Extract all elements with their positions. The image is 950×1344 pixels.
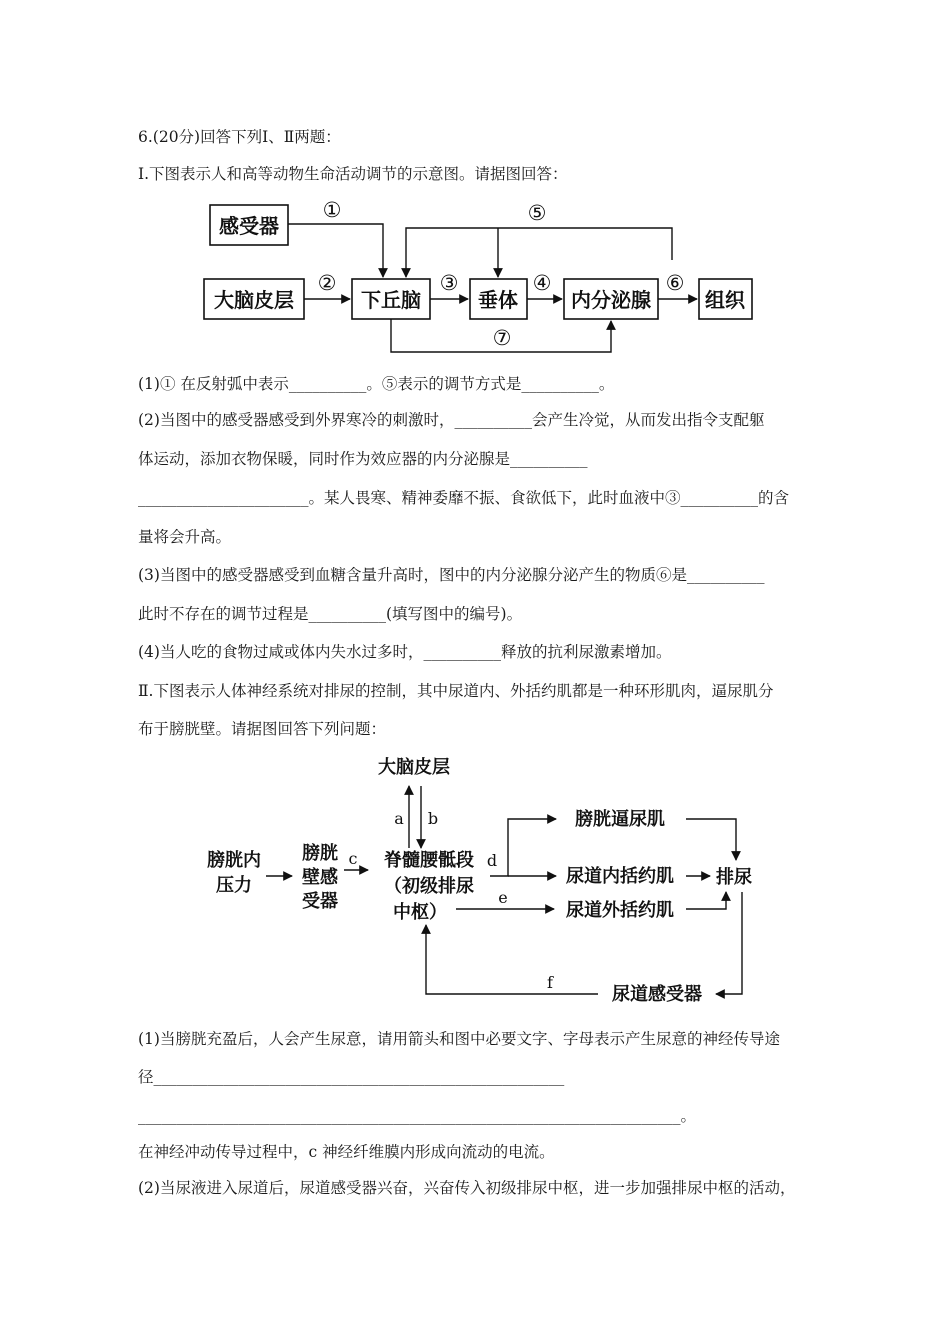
question-header: 6.(20分)回答下列Ⅰ、Ⅱ两题：	[138, 128, 341, 146]
label-2: ②	[317, 271, 337, 295]
label-f: f	[547, 973, 553, 992]
diagram2	[207, 756, 752, 1005]
question-2-line-b: 体运动，添加衣物保暖，同时作为效应器的内分泌腺是__________	[138, 450, 588, 468]
d2-center-1: 脊髓腰骶段	[384, 850, 474, 871]
d2-center-2: （初级排尿	[384, 876, 474, 897]
d2-inner: 尿道内括约肌	[566, 866, 674, 887]
d2-center-3: 中枢）	[393, 902, 447, 923]
d2-urethra-receptor: 尿道感受器	[612, 984, 702, 1005]
arrow-outer-urination	[686, 892, 726, 909]
d2-outer: 尿道外括约肌	[566, 900, 674, 921]
hypothalamus-label: 下丘脑	[361, 288, 421, 312]
label-e: e	[498, 888, 508, 907]
question-2-line-a: (2)当图中的感受器感受到外界寒冷的刺激时，__________会产生冷觉，从而发出指令支配躯	[138, 411, 765, 429]
d2-urination: 排尿	[716, 867, 752, 888]
question-1: (1)① 在反射弧中表示__________。⑤表示的调节方式是__________。	[138, 375, 615, 393]
part2-question-2: (2)当尿液进入尿道后，尿道感受器兴奋，兴奋传入初级排尿中枢，进一步加强排尿中枢的活动，	[138, 1179, 796, 1197]
receptor-label: 感受器	[219, 214, 279, 238]
part2-question-1-line-a: (1)当膀胱充盈后，人会产生尿意，请用箭头和图中必要文字、字母表示产生尿意的神经传导途	[138, 1030, 780, 1048]
label-c: c	[348, 849, 358, 868]
label-4: ④	[532, 271, 552, 295]
d2-pressure-1: 膀胱内	[207, 850, 261, 871]
label-3: ③	[439, 271, 459, 295]
part2-question-1-line-d: 在神经冲动传导过程中，c 神经纤维膜内形成向流动的电流。	[138, 1143, 555, 1161]
arrow-detrusor-urination	[686, 819, 736, 860]
cortex-label: 大脑皮层	[214, 288, 294, 312]
label-5: ⑤	[527, 201, 547, 225]
question-2-line-d: 量将会升高。	[138, 528, 232, 546]
question-3-line-a: (3)当图中的感受器感受到血糖含量升高时，图中的内分泌腺分泌产生的物质⑥是__________	[138, 566, 765, 584]
label-d: d	[486, 851, 498, 870]
d2-cortex: 大脑皮层	[378, 757, 450, 778]
label-a: a	[394, 809, 404, 828]
d2-detrusor: 膀胱逼尿肌	[575, 809, 665, 830]
label-7: ⑦	[492, 326, 512, 350]
question-4: (4)当人吃的食物过咸或体内失水过多时，__________释放的抗利尿激素增加。	[138, 643, 672, 661]
endocrine-label: 内分泌腺	[571, 288, 651, 312]
question-2-line-c: ______________________。某人畏寒、精神委靡不振、食欲低下，此时血液中③__________的含	[138, 489, 790, 507]
arrow-1	[288, 224, 383, 277]
label-b: b	[427, 809, 439, 828]
d2-pressure-2: 压力	[216, 875, 252, 896]
pituitary-label: 垂体	[478, 288, 518, 312]
part2-intro-a: Ⅱ.下图表示人体神经系统对排尿的控制，其中尿道内、外括约肌都是一种环形肌肉，逼尿肌分	[138, 682, 774, 700]
d2-wall-2: 壁感	[302, 867, 338, 888]
question-3-line-b: 此时不存在的调节过程是__________(填写图中的编号)。	[138, 605, 523, 623]
d2-wall-3: 受器	[302, 891, 338, 912]
arrow-urination-receptor	[716, 892, 742, 994]
tissue-label: 组织	[705, 288, 745, 312]
label-1: ①	[322, 198, 342, 222]
part2-intro-b: 布于膀胱壁。请据图回答下列问题：	[138, 720, 387, 738]
arrow-f	[426, 925, 598, 994]
arrow-5-to-hypothalamus	[406, 228, 672, 277]
diagram1	[204, 198, 752, 352]
arrow-d-detrusor	[490, 819, 556, 876]
part2-question-1-line-b: 径_____________________________________________________	[138, 1068, 565, 1086]
part2-question-1-line-c: ______________________________________________________________________。	[138, 1107, 697, 1125]
part1-intro: Ⅰ.下图表示人和高等动物生命活动调节的示意图。请据图回答：	[138, 165, 568, 183]
label-6: ⑥	[665, 271, 685, 295]
d2-wall-1: 膀胱	[302, 843, 338, 864]
